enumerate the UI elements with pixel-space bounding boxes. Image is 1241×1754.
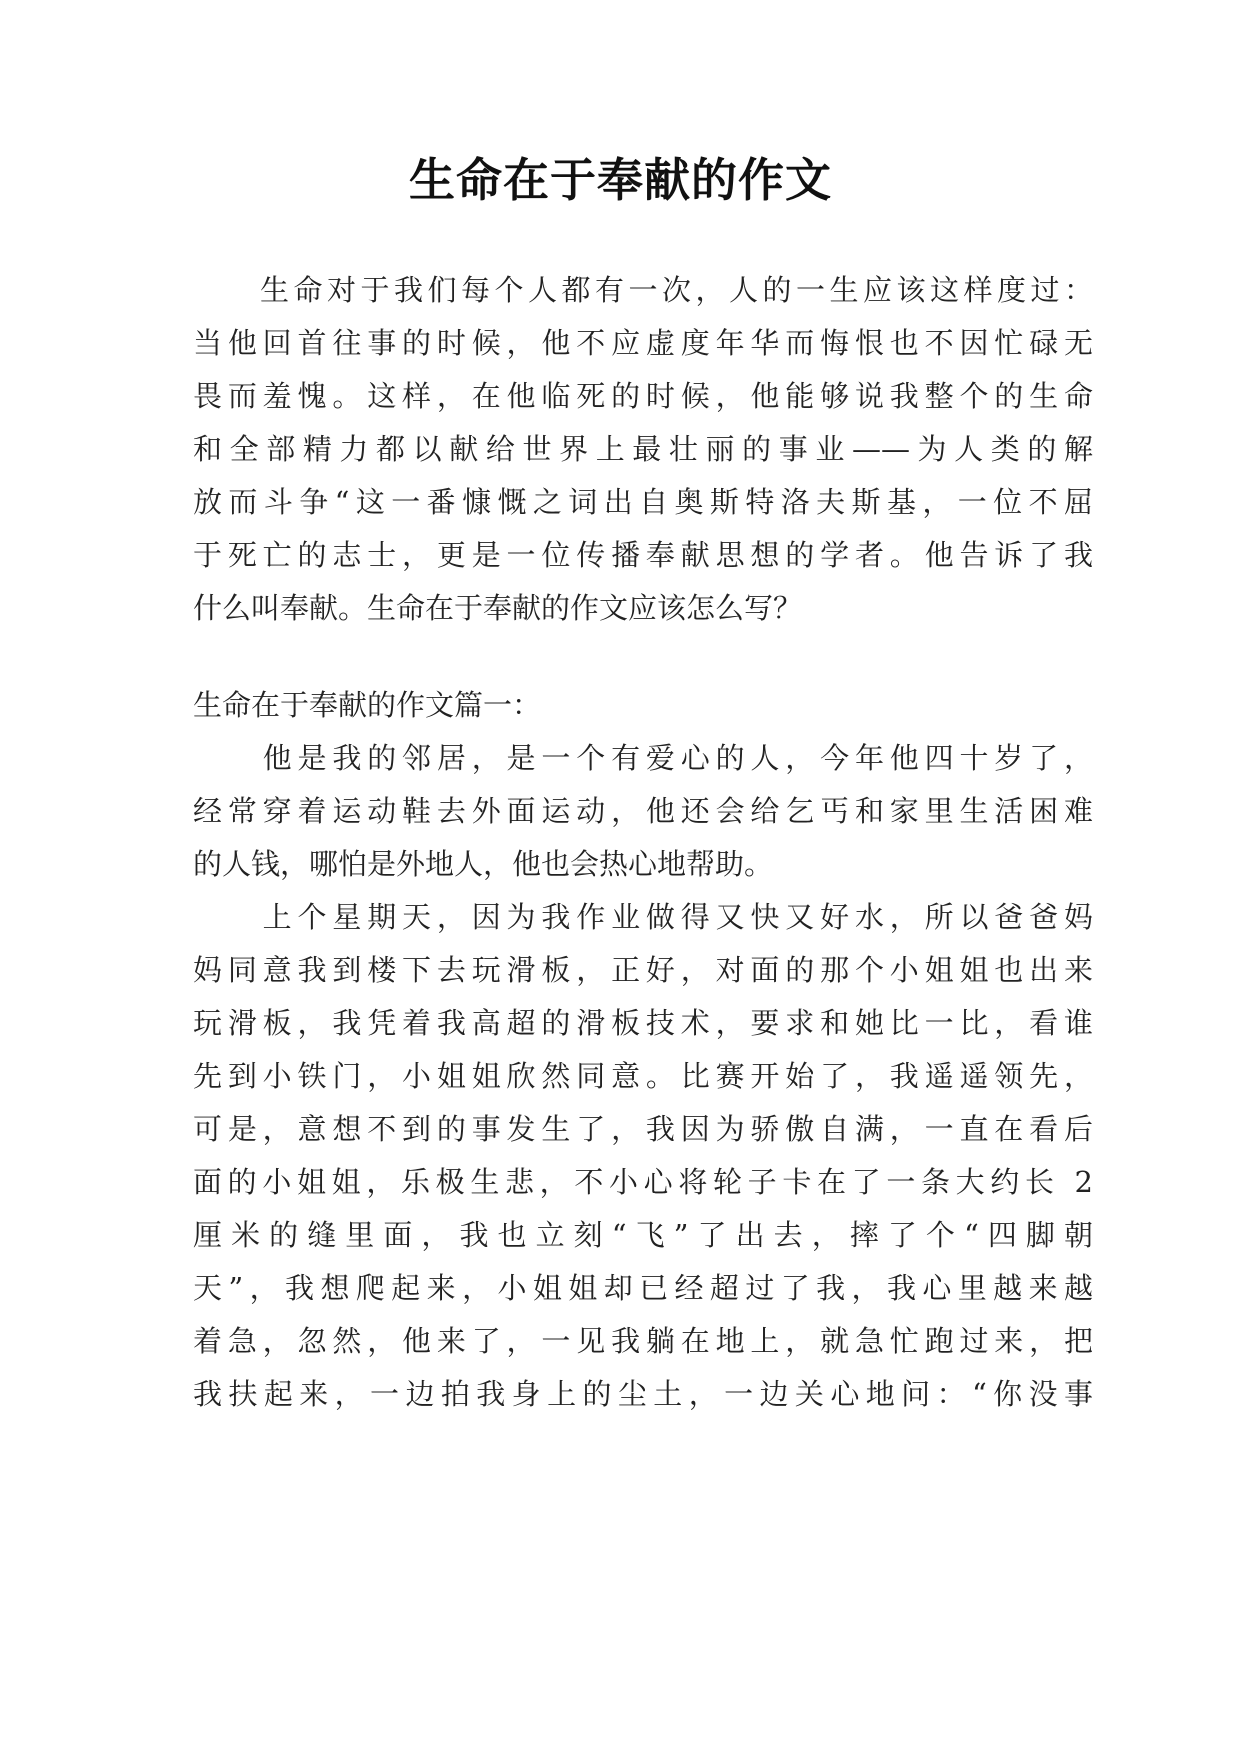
- paragraph-line: 玩滑板，我凭着我高超的滑板技术，要求和她比一比，看谁: [193, 1006, 1093, 1040]
- paragraph-line: 厘米的缝里面，我也立刻“飞”了出去，摔了个“四脚朝: [193, 1218, 1093, 1252]
- paragraph-line: 先到小铁门，小姐姐欣然同意。比赛开始了，我遥遥领先，: [193, 1059, 1093, 1093]
- intro-line: 生命对于我们每个人都有一次，人的一生应该这样度过：: [193, 273, 1093, 307]
- section-heading: 生命在于奉献的作文篇一：: [193, 688, 542, 722]
- intro-line: 当他回首往事的时候，他不应虚度年华而悔恨也不因忙碌无: [193, 326, 1093, 360]
- paragraph-line: 经常穿着运动鞋去外面运动，他还会给乞丐和家里生活困难: [193, 794, 1093, 828]
- document-title: 生命在于奉献的作文: [409, 153, 832, 207]
- intro-line: 放而斗争“这一番慷慨之词出自奥斯特洛夫斯基，一位不屈: [193, 485, 1093, 519]
- paragraph-line: 面的小姐姐，乐极生悲，不小心将轮子卡在了一条大约长 2: [193, 1165, 1093, 1199]
- paragraph-line: 的人钱，哪怕是外地人，他也会热心地帮助。: [193, 847, 774, 881]
- intro-line: 和全部精力都以献给世界上最壮丽的事业——为人类的解: [193, 432, 1093, 466]
- paragraph-line: 着急，忽然，他来了，一见我躺在地上，就急忙跑过来，把: [193, 1324, 1093, 1358]
- paragraph-line: 妈同意我到楼下去玩滑板，正好，对面的那个小姐姐也出来: [193, 953, 1093, 987]
- paragraph-line: 上个星期天，因为我作业做得又快又好水，所以爸爸妈: [193, 900, 1093, 934]
- intro-line: 畏而羞愧。这样，在他临死的时候，他能够说我整个的生命: [193, 379, 1093, 413]
- intro-line: 什么叫奉献。生命在于奉献的作文应该怎么写？: [193, 591, 803, 625]
- paragraph-line: 天”，我想爬起来，小姐姐却已经超过了我，我心里越来越: [193, 1271, 1093, 1305]
- paragraph-line: 他是我的邻居，是一个有爱心的人，今年他四十岁了，: [193, 741, 1093, 775]
- paragraph-line: 可是，意想不到的事发生了，我因为骄傲自满，一直在看后: [193, 1112, 1093, 1146]
- paragraph-line: 我扶起来，一边拍我身上的尘土，一边关心地问：“你没事: [193, 1377, 1093, 1411]
- intro-line: 于死亡的志士，更是一位传播奉献思想的学者。他告诉了我: [193, 538, 1093, 572]
